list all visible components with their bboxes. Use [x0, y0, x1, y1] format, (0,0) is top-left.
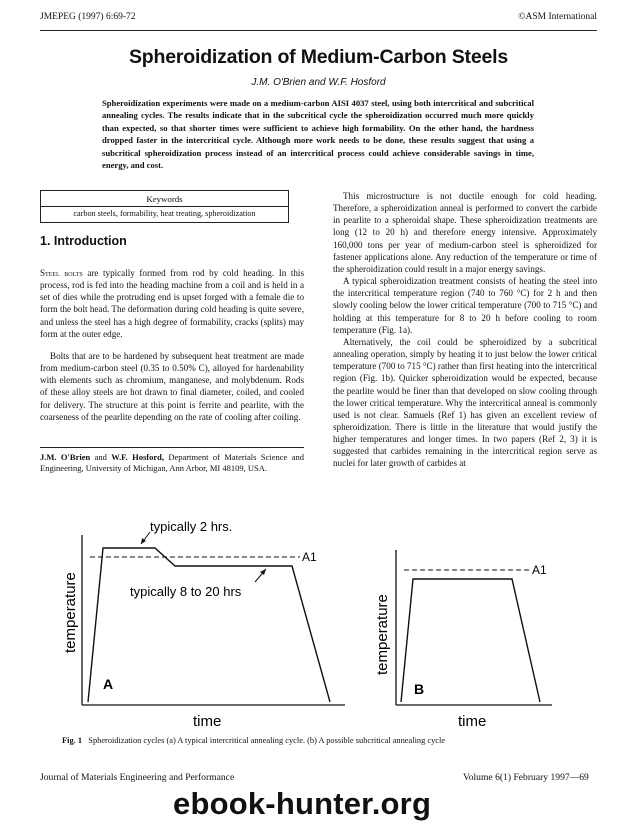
journal-reference: JMEPEG (1997) 6:69-72 — [40, 12, 136, 22]
panel-a-arrowhead-mid — [260, 569, 266, 575]
panel-a-label: A — [103, 676, 114, 692]
panel-a-a1-label: A1 — [302, 550, 317, 564]
footer-volume: Volume 6(1) February 1997—69 — [463, 772, 589, 783]
article-authors: J.M. O'Brien and W.F. Hosford — [251, 77, 386, 88]
keywords-heading: Keywords — [146, 194, 183, 204]
panel-a-cycle-curve — [88, 548, 330, 702]
figure-caption: Fig. 1 Spheroidization cycles (a) A typical intercritical annealing cycle. (b) A possible subcritical annealing cycle — [62, 736, 446, 745]
keywords-box — [40, 190, 289, 223]
intro-lead-words: Steel bolts — [40, 268, 83, 278]
footer-journal: Journal of Materials Engineering and Performance — [40, 772, 235, 783]
panel-b-ylabel: temperature — [374, 594, 391, 675]
panel-b-label: B — [414, 681, 425, 697]
figure-panel-a — [62, 519, 345, 730]
figure-1 — [0, 505, 637, 735]
affiliation-rule — [40, 447, 304, 448]
right-paragraph-2: A typical spheroidization treatment consists of heating the steel into the intercritical temperature region (740 to 760 °C) for 2 h and then slowly cooling below the lower critical temperature (700 to 715 °C) and holding at this temperature for 8 to 20 h before cooling to room temperature (Fig. 1a). — [333, 276, 597, 335]
panel-a-ylabel: temperature — [62, 572, 79, 653]
article-title: Spheroidization of Medium-Carbon Steels — [129, 46, 508, 68]
right-paragraph-3: Alternatively, the coil could be spheroidized by a subcritical annealing operation, simply by heating it to just below the lower critical temperature (700 to 715 °C) rather than first heating into the intercritical region (Fig. 1b). Quicker spheroidization would be expected, because the pearlite would be finer than that developed on slow cooling through the lower critical temperature. Why the intercritical anneal is commonly used is not clear. Samuels (Ref 1) has given an excellent review of spheroidization. There is little in the literature that would justify the higher temperatures and longer times. In two papers (Ref 2, 3) it is suggested that carbides remaining in the intercritical region serve as nuclei for later growth of carbides at — [333, 336, 597, 469]
left-column-text — [40, 267, 304, 423]
right-paragraph-1: This microstructure is not ductile enough for cold heading. Therefore, a spheroidization anneal is performed to convert the carbide in pearlite to a spheroidal shape. These spheroidization treatments are long (12 to 20 h) and therefore energy intensive. Approximately 160,000 tons per year of medium-carbon steel is spheroidized for fastener applications alone. Any reduction of the temperature or time of the spheroidization could result in a major energy savings. — [333, 191, 597, 274]
figure-panel-b — [374, 550, 552, 730]
right-column-text — [333, 190, 597, 470]
keywords-divider — [41, 206, 288, 207]
panel-b-xlabel: time — [458, 713, 487, 730]
panel-a-annotation-mid: typically 8 to 20 hrs — [130, 584, 242, 599]
panel-b-a1-label: A1 — [532, 563, 547, 577]
abstract: Spheroidization experiments were made on a medium-carbon AISI 4037 steel, using both intercritical and subcritical annealing cycles. The results indicate that in the subcritical cycle the spheroidization occurred much more quickly than expected, so that shorter times were sufficient to achieve high formability. On the other hand, the hardness dropped faster in the intercritical cycle. Although more work needs to be done, these results suggest that using a subcritical spheroidization process instead of an intercritical process could achieve considerable savings in time, energy, and cost. — [102, 98, 534, 171]
panel-a-xlabel: time — [193, 713, 222, 730]
intro-paragraph-1: Steel bolts are typically formed from rod by cold heading. In this process, rod is fed into the heading machine from a coil and is held in a set of dies while the protruding end is upset forged with a female die to form the bolt head. The deformation during cold heading is quite severe, and unless the steel has a high degree of formability, cracks (splits) may form at the outer edge. — [40, 268, 304, 339]
panel-a-annotation-top: typically 2 hrs. — [150, 519, 233, 534]
header-rule — [40, 30, 597, 31]
author-affiliation: J.M. O'Brien and W.F. Hosford, Department of Materials Science and Engineering, University of Michigan, Ann Arbor, MI 48109, USA. — [40, 452, 304, 473]
copyright-notice: ©ASM International — [518, 12, 597, 22]
watermark: ebook-hunter.org — [173, 786, 432, 821]
keywords-list: carbon steels, formability, heat treating, spheroidization — [73, 209, 256, 218]
section-heading: 1. Introduction — [40, 234, 127, 248]
intro-paragraph-2: Bolts that are to be hardened by subsequent heat treatment are made from medium-carbon steel (0.35 to 0.50% C), alloyed for hardenability with elements such as chromium, manganese, and molybdenum. Rods of these alloy steels are hot drawn to final diameter, coiled, and cooled for delivery. The structure at this point is ferrite and pearlite, with the coarseness of the pearlite depending on the rate of cooling after coiling. — [40, 350, 304, 422]
